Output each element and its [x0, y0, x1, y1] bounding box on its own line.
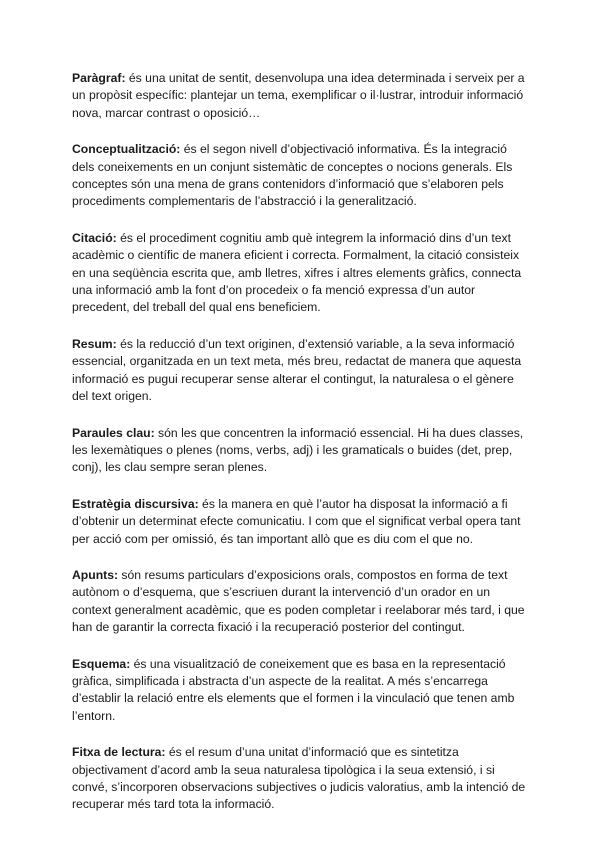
entry-esquema: [72, 656, 528, 726]
entry-term: Resum:: [72, 336, 117, 351]
entry-apunts: [72, 567, 528, 637]
entry-fitxa-de-lectura: [72, 744, 528, 814]
document-page: [72, 70, 528, 833]
entry-citacio: [72, 230, 528, 317]
entry-term: Citació:: [72, 230, 117, 245]
entry-term: Paraules clau:: [72, 425, 155, 440]
entry-definition: és el segon nivell d’objectivació informativa. És la integració dels coneixements en un conjunt sistemàtic de conceptes o nocions generals. Els conceptes són una mena de grans contenidors d’informació que s’elaboren pels procediments complementaris de l’abstracció i la generalització.: [72, 142, 513, 209]
entry-definition: són resums particulars d’exposicions orals, compostos en forma de text autònom o d’esquema, que s’escriuen durant la intervenció d’un orador en un context generalment acadèmic, que es poden completar i reelaborar més tard, i que han de garantir la correcta fixació i la recuperació posterior del contingut.: [72, 567, 525, 635]
entry-definition: és la manera en què l’autor ha disposat la informació a fi d’obtenir un determinat efecte comunicatiu. I com que el significat verbal opera tant per acció com per omissió, és tan important allò que es diu com el que no.: [72, 496, 521, 546]
entry-paraules-clau: [72, 425, 528, 477]
entry-term: Estratègia discursiva:: [72, 496, 199, 511]
entry-definition: és una unitat de sentit, desenvolupa una idea determinada i serveix per a un propòsit específic: plantejar un tema, exemplificar o il·lustrar, introduir informació nova, marcar contrast o oposició…: [72, 71, 525, 120]
entry-definition: és una visualització de coneixement que es basa en la representació gràfica, simplificada i abstracta d’un aspecte de la realitat. A més s’encarrega d’establir la relació entre els elements que el formen i la vinculació que tenen amb l’entorn.: [72, 656, 515, 723]
entry-definition: és la reducció d’un text originen, d’extensió variable, a la seva informació essencial, organitzada en un text meta, més breu, redactat de manera que aquesta informació es pugui recuperar sense alterar el contingut, la naturalesa o el gènere del text origen.: [72, 336, 522, 404]
entry-term: Esquema:: [72, 656, 131, 671]
entry-paragraf: [72, 70, 528, 122]
entry-definition: són les que concentren la informació essencial. Hi ha dues classes, les lexemàtiques o plenes (noms, verbs, adj) i les gramaticals o buides (det, prep, conj), les clau sempre seran plenes.: [72, 425, 524, 475]
entry-definition: és el resum d’una unitat d’informació que es sintetitza objectivament d’acord amb la seua naturalesa tipològica i la seua extensió, i si convé, s’incorporen observacions subjectives o judicis valoratius, amb la intenció de recuperar més tard tota la informació.: [72, 745, 526, 812]
entry-term: Conceptualització:: [72, 142, 181, 157]
entry-conceptualitzacio: [72, 141, 528, 211]
entry-term: Apunts:: [72, 567, 119, 582]
entry-term: Fitxa de lectura:: [72, 745, 166, 760]
entry-term: Paràgraf:: [72, 71, 126, 85]
entry-definition: és el procediment cognitiu amb què integrem la informació dins d’un text acadèmic o científic de manera eficient i correcta. Formalment, la citació consisteix en una seqüència escrita que, amb lletres, xifres i altres elements gràfics, connecta una informació amb la font d’on procedeix o fa menció expressa d’un autor precedent, del treball del qual ens beneficiem.: [72, 230, 522, 315]
entry-resum: [72, 336, 528, 406]
entry-estrategia-discursiva: [72, 496, 528, 548]
